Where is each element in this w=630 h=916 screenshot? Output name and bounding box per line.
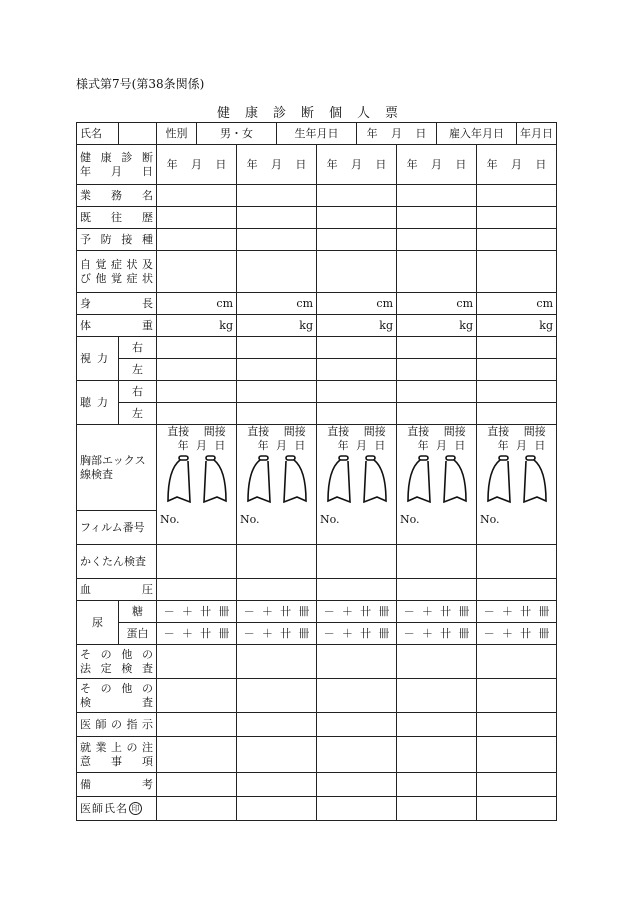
exam-date-row [77,145,557,185]
remarks-row [77,773,557,797]
health-record-table [76,122,557,821]
urine-protein-row [77,623,557,645]
other-tests-cell[interactable] [397,679,477,713]
exam-date-label: 健康診断 年月日 [77,145,157,185]
symptoms-cell[interactable] [237,251,317,293]
doctor-instruction-cell[interactable] [237,713,317,737]
lung-diagram-icon [166,455,228,505]
hearing-right-cell[interactable] [477,381,557,403]
work-notes-label: 就業上の注 意事項 [77,737,157,773]
history-label: 既往歴 [77,207,157,229]
xray-cell[interactable]: 直接 間接 年 月 日 No. [317,425,397,545]
other-tests-cell[interactable] [317,679,397,713]
other-tests-cell[interactable] [477,679,557,713]
hire-label: 雇入年月日 [437,123,517,145]
vision-left-label: 左 [119,359,157,381]
work-notes-row [77,737,557,773]
doctor-instruction-row [77,713,557,737]
vision-right-label: 右 [119,337,157,359]
other-legal-cell[interactable] [237,645,317,679]
height-cell[interactable]: cm [237,293,317,315]
doctor-name-cell[interactable] [157,797,237,821]
urine-sugar-cell[interactable]: － ＋ 卄 卌 [237,601,317,623]
hearing-right-cell[interactable] [317,381,397,403]
vaccination-cell[interactable] [157,229,237,251]
doctor-name-row [77,797,557,821]
urine-protein-cell[interactable]: － ＋ 卄 卌 [397,623,477,645]
form-number: 様式第7号(第38条関係) [76,77,205,91]
birth-label: 生年月日 [277,123,357,145]
remarks-cell[interactable] [157,773,237,797]
weight-cell[interactable]: kg [237,315,317,337]
occupation-cell[interactable] [477,185,557,207]
urine-protein-cell[interactable]: － ＋ 卄 卌 [477,623,557,645]
exam-date-cell[interactable]: 年 月 日 [237,145,317,185]
xray-row [77,425,557,511]
lung-diagram-icon [406,455,468,505]
hearing-left-cell[interactable] [317,403,397,425]
doctor-instruction-cell[interactable] [317,713,397,737]
occupation-cell[interactable] [397,185,477,207]
occupation-cell[interactable] [157,185,237,207]
height-cell[interactable]: cm [157,293,237,315]
lung-diagram-icon [246,455,308,505]
doctor-instruction-cell[interactable] [157,713,237,737]
symptoms-cell[interactable] [317,251,397,293]
blood-pressure-cell[interactable] [477,579,557,601]
urine-sugar-cell[interactable]: － ＋ 卄 卌 [157,601,237,623]
remarks-cell[interactable] [397,773,477,797]
hearing-right-row [77,381,557,403]
weight-row [77,315,557,337]
symptoms-cell[interactable] [157,251,237,293]
seal-icon: 印 [129,802,142,815]
history-cell[interactable] [317,207,397,229]
work-notes-cell[interactable] [317,737,397,773]
other-legal-cell[interactable] [317,645,397,679]
occupation-label: 業務名 [77,185,157,207]
other-legal-cell[interactable] [157,645,237,679]
occupation-cell[interactable] [237,185,317,207]
occupation-row [77,185,557,207]
vaccination-cell[interactable] [477,229,557,251]
name-field[interactable] [119,123,157,145]
vision-left-cell[interactable] [477,359,557,381]
weight-cell[interactable]: kg [157,315,237,337]
vision-left-row [77,359,557,381]
other-legal-cell[interactable] [477,645,557,679]
vaccination-label: 予防接種 [77,229,157,251]
history-cell[interactable] [477,207,557,229]
other-tests-row [77,679,557,713]
sputum-cell[interactable] [477,545,557,579]
exam-date-cell[interactable]: 年 月 日 [317,145,397,185]
sputum-cell[interactable] [237,545,317,579]
vaccination-row [77,229,557,251]
lung-diagram-icon [326,455,388,505]
sex-field[interactable]: 男・女 [197,123,277,145]
hearing-left-cell[interactable] [397,403,477,425]
sputum-cell[interactable] [317,545,397,579]
hearing-left-cell[interactable] [157,403,237,425]
hire-field[interactable]: 年 月 日 [517,123,557,145]
xray-cell[interactable]: 直接 間接 年 月 日 No. [237,425,317,545]
symptoms-row [77,251,557,293]
vision-left-cell[interactable] [157,359,237,381]
hearing-left-cell[interactable] [237,403,317,425]
vaccination-cell[interactable] [317,229,397,251]
other-tests-label: その他の 検査 [77,679,157,713]
vision-right-cell[interactable] [237,337,317,359]
vision-left-cell[interactable] [397,359,477,381]
doctor-name-label: 医師氏名 印 [77,797,157,821]
form-title: 健康診断個人票 [216,106,413,121]
vision-left-cell[interactable] [317,359,397,381]
hearing-right-cell[interactable] [157,381,237,403]
urine-sugar-cell[interactable]: － ＋ 卄 卌 [397,601,477,623]
vision-right-cell[interactable] [157,337,237,359]
symptoms-cell[interactable] [477,251,557,293]
hearing-right-cell[interactable] [397,381,477,403]
xray-cell[interactable]: 直接 間接 年 月 日 No. [157,425,237,545]
other-legal-label: その他の 法定検査 [77,645,157,679]
urine-protein-cell[interactable]: － ＋ 卄 卌 [317,623,397,645]
history-cell[interactable] [237,207,317,229]
symptoms-label: 自覚症状及 び他覚症状 [77,251,157,293]
urine-protein-cell[interactable]: － ＋ 卄 卌 [157,623,237,645]
symptoms-cell[interactable] [397,251,477,293]
urine-protein-label: 蛋白 [119,623,157,645]
work-notes-cell[interactable] [477,737,557,773]
hearing-right-label: 右 [119,381,157,403]
other-tests-cell[interactable] [237,679,317,713]
vaccination-cell[interactable] [237,229,317,251]
doctor-name-cell[interactable] [477,797,557,821]
sputum-cell[interactable] [157,545,237,579]
blood-pressure-cell[interactable] [397,579,477,601]
occupation-cell[interactable] [317,185,397,207]
vision-left-cell[interactable] [237,359,317,381]
vision-right-cell[interactable] [477,337,557,359]
doctor-instruction-cell[interactable] [397,713,477,737]
doctor-name-cell[interactable] [237,797,317,821]
height-cell[interactable]: cm [477,293,557,315]
sex-label: 性別 [157,123,197,145]
work-notes-cell[interactable] [397,737,477,773]
other-legal-row [77,645,557,679]
remarks-cell[interactable] [317,773,397,797]
vision-right-cell[interactable] [317,337,397,359]
history-cell[interactable] [397,207,477,229]
exam-date-cell[interactable]: 年 月 日 [157,145,237,185]
blood-pressure-cell[interactable] [157,579,237,601]
weight-label: 体重 [77,315,157,337]
vision-right-row [77,337,557,359]
height-cell[interactable]: cm [397,293,477,315]
urine-sugar-label: 糖 [119,601,157,623]
doctor-name-cell[interactable] [397,797,477,821]
history-row [77,207,557,229]
urine-sugar-cell[interactable]: － ＋ 卄 卌 [317,601,397,623]
height-label: 身長 [77,293,157,315]
blood-pressure-row [77,579,557,601]
doctor-instruction-label: 医師の指示 [77,713,157,737]
hearing-label: 聴力 [77,381,119,425]
hearing-left-cell[interactable] [477,403,557,425]
vision-right-cell[interactable] [397,337,477,359]
blood-pressure-label: 血圧 [77,579,157,601]
name-label: 氏名 [77,123,119,145]
sputum-label: かくたん検査 [77,545,157,579]
urine-sugar-row [77,601,557,623]
sputum-row [77,545,557,579]
history-cell[interactable] [157,207,237,229]
height-cell[interactable]: cm [317,293,397,315]
other-tests-cell[interactable] [157,679,237,713]
other-legal-cell[interactable] [397,645,477,679]
exam-date-cell[interactable]: 年 月 日 [477,145,557,185]
work-notes-cell[interactable] [157,737,237,773]
top-row [77,123,557,145]
hearing-left-row [77,403,557,425]
doctor-name-cell[interactable] [317,797,397,821]
remarks-label: 備考 [77,773,157,797]
lung-diagram-icon [486,455,548,505]
exam-date-cell[interactable]: 年 月 日 [397,145,477,185]
vision-label: 視力 [77,337,119,381]
blood-pressure-cell[interactable] [237,579,317,601]
remarks-cell[interactable] [477,773,557,797]
doctor-instruction-cell[interactable] [477,713,557,737]
xray-label: 胸部エックス線検査 [77,425,157,511]
xray-cell[interactable]: 直接 間接 年 月 日 No. [397,425,477,545]
urine-sugar-cell[interactable]: － ＋ 卄 卌 [477,601,557,623]
hearing-right-cell[interactable] [237,381,317,403]
vaccination-cell[interactable] [397,229,477,251]
weight-cell[interactable]: kg [317,315,397,337]
hearing-left-label: 左 [119,403,157,425]
height-row [77,293,557,315]
urine-label: 尿 [77,601,119,645]
sputum-cell[interactable] [397,545,477,579]
work-notes-cell[interactable] [237,737,317,773]
xray-cell[interactable]: 直接 間接 年 月 日 No. [477,425,557,545]
blood-pressure-cell[interactable] [317,579,397,601]
remarks-cell[interactable] [237,773,317,797]
weight-cell[interactable]: kg [477,315,557,337]
film-label: フィルム番号 [77,511,157,545]
weight-cell[interactable]: kg [397,315,477,337]
birth-field[interactable]: 年 月 日 [357,123,437,145]
urine-protein-cell[interactable]: － ＋ 卄 卌 [237,623,317,645]
